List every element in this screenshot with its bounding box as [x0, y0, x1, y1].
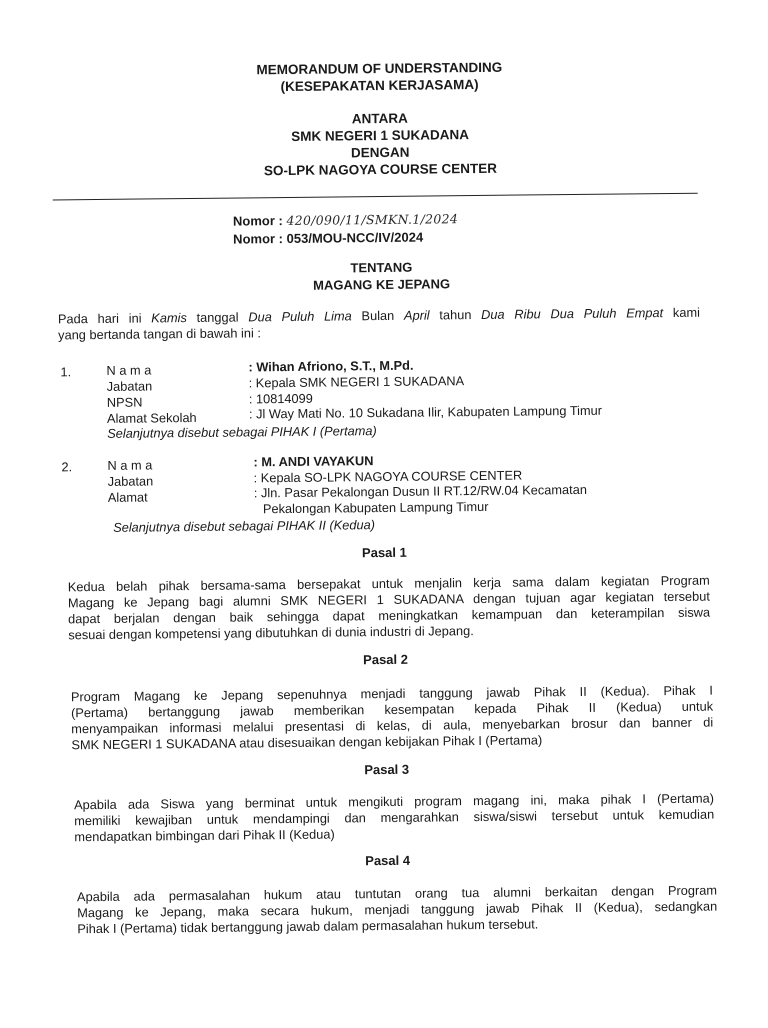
pasal1-title: Pasal 1 — [361, 544, 407, 561]
pasal1-line: sesuai dengan kompetensi yang dibutuhkan di dunia industri di Jepang. — [68, 623, 474, 643]
pasal4-line: Apabila ada permasalahan hukum atau tuntutan orang tua alumni berkaitan dengan Program — [76, 882, 718, 905]
pasal1-line: Magang ke Jepang bagi alumni SMK NEGERI 1 SUKADANA dengan tujuan agar kegiatan tersebut — [67, 588, 710, 611]
party1-alamat-label: Alamat Sekolah — [106, 409, 197, 426]
party1-npsn-value: : 10814099 — [248, 390, 313, 407]
pasal1-paragraph — [68, 573, 711, 644]
party1-nama-value: : Wihan Afriono, S.T., M.Pd. — [248, 357, 414, 375]
pasal4-title: Pasal 4 — [365, 852, 411, 869]
doc-subtitle: (KESEPAKATAN KERJASAMA) — [280, 76, 479, 95]
pasal3-line: Apabila ada Siswa yang berminat untuk mengikuti program magang ini, maka pihak I (Pertama) — [73, 790, 715, 813]
pasal1-line: Kedua belah pihak bersama-sama bersepakat untuk menjalin kerja sama dalam kegiatan Program — [67, 572, 710, 595]
nomor-label: Nomor : — [232, 213, 283, 229]
pasal2-line: menyampaikan informasi melalui presentasi di kelas, di aula, menyebarkan brosur dan banner di — [71, 714, 714, 737]
pasal3-paragraph — [74, 791, 714, 846]
party1-note: Selanjutnya disebut sebagai PIHAK I (Pertama) — [107, 423, 377, 441]
opening-year: Dua Ribu Dua Puluh Empat — [481, 305, 664, 322]
nomor-label: Nomor : — [233, 231, 284, 247]
pasal2-title: Pasal 2 — [363, 651, 409, 668]
pasal2-line: Program Magang ke Jepang sepenuhnya menjadi tanggung jawab Pihak II (Kedua). Pihak I — [70, 682, 713, 705]
nomor-row-1 — [233, 211, 458, 228]
party1-nama-label: N a m a — [106, 362, 152, 378]
party2-institution: SO-LPK NAGOYA COURSE CENTER — [263, 160, 498, 179]
opening-month: April — [403, 307, 430, 323]
party2-number: 2. — [61, 459, 73, 475]
antara-label: ANTARA — [351, 110, 408, 127]
pasal2-line: SMK NEGERI 1 SUKADANA atau disesuaikan dengan kebijakan Pihak I (Pertama) — [71, 732, 543, 753]
tentang-subject: MAGANG KE JEPANG — [313, 276, 451, 293]
opening-day: Kamis — [151, 310, 187, 326]
pasal4-line: Pihak I (Pertama) tidak bertanggung jawab dalam permasalahan hukum tersebut. — [77, 916, 539, 937]
party2-note: Selanjutnya disebut sebagai PIHAK II (Kedua) — [113, 517, 376, 535]
party2-alamat-label: Alamat — [107, 489, 148, 505]
pasal2-paragraph — [71, 683, 714, 754]
party2-nama-value: : M. ANDI VAYAKUN — [253, 453, 374, 470]
pasal4-paragraph — [77, 883, 717, 938]
party2-nama-label: N a m a — [107, 457, 153, 473]
opening-line-2: yang bertanda tangan di bawah ini : — [58, 325, 261, 343]
nomor-row-2 — [233, 230, 423, 247]
party1-school: SMK NEGERI 1 SUKADANA — [291, 127, 470, 144]
doc-title: MEMORANDUM OF UNDERSTANDING — [256, 59, 503, 78]
nomor-handwritten-value: 420/090/11/SMKN.1/2024 — [286, 211, 459, 229]
opening-line-1: Pada hari ini Kamis tanggal Dua Puluh Lima Bulan April tahun Dua Ribu Dua Puluh Empat kami — [57, 304, 700, 327]
party2-alamat-value-line1: : Jln. Pasar Pekalongan Dusun II RT.12/RW.04 Kecamatan — [253, 481, 588, 501]
party2-jabatan-value: : Kepala SO-LPK NAGOYA COURSE CENTER — [253, 467, 523, 486]
party1-number: 1. — [60, 364, 72, 380]
pasal2-line: (Pertama) bertanggung jawab memberikan kesempatan kepada Pihak II (Kedua) untuk — [71, 698, 714, 721]
pasal3-title: Pasal 3 — [364, 761, 410, 778]
party1-jabatan-label: Jabatan — [106, 378, 153, 394]
party1-npsn-label: NPSN — [106, 394, 143, 410]
pasal4-line: Magang ke Jepang, maka secara hukum, menjadi tanggung jawab Pihak II (Kedua), sedangkan — [77, 898, 718, 921]
tentang-label: TENTANG — [350, 259, 413, 276]
header-divider — [53, 193, 698, 201]
opening-paragraph — [58, 305, 700, 344]
pasal3-line: memiliki kewajiban untuk mendampingi dan mengarahkan siswa/siswi tersebut untuk kemudian — [74, 806, 715, 829]
pasal1-line: dapat berjalan dengan baik sehingga dapat meningkatkan kemampuan dan keterampilan siswa — [68, 604, 711, 627]
opening-date: Dua Puluh Lima — [248, 308, 352, 325]
party2-alamat-value-line2: Pekalongan Kabupaten Lampung Timur — [262, 498, 489, 517]
party1-alamat-value: : Jl Way Mati No. 10 Sukadana Ilir, Kabupaten Lampung Timur — [248, 402, 603, 422]
pasal3-line: mendapatkan bimbingan dari Pihak II (Kedua) — [74, 826, 335, 845]
party2-jabatan-label: Jabatan — [107, 473, 154, 489]
dengan-label: DENGAN — [350, 144, 410, 161]
nomor-value: 053/MOU-NCC/IV/2024 — [286, 229, 424, 247]
party1-jabatan-value: : Kepala SMK NEGERI 1 SUKADANA — [248, 373, 465, 391]
